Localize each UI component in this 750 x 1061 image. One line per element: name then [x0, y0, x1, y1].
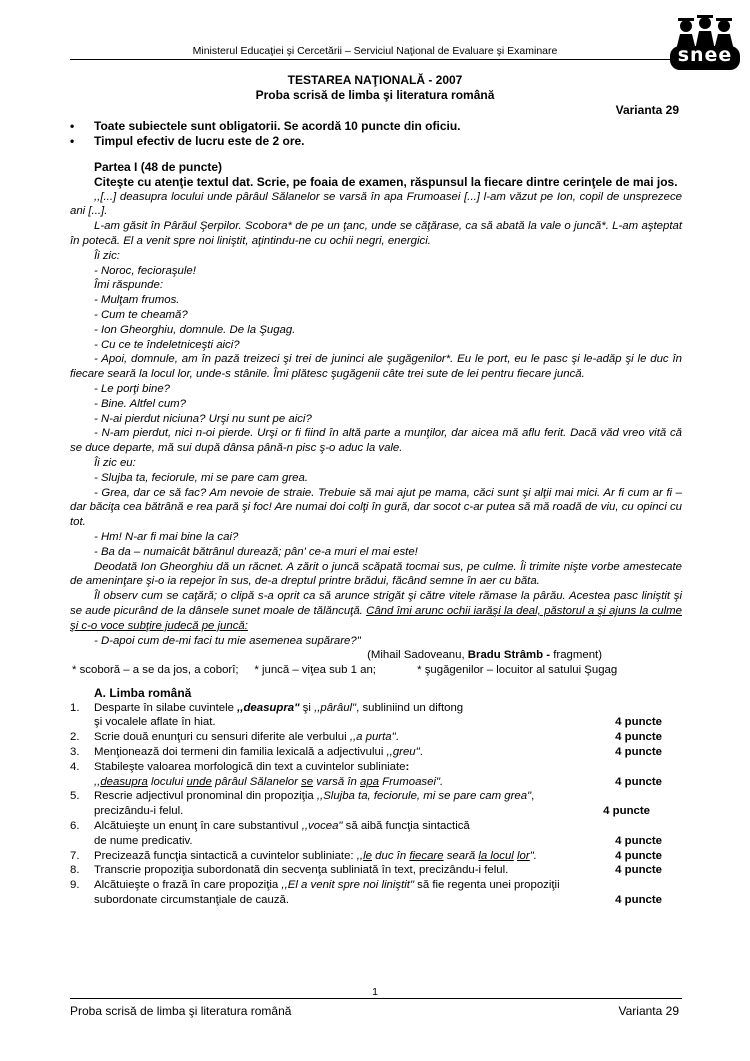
text-paragraph: - Apoi, domnule, am în pază treizeci şi trei de juninci ale şugăgenilor*. Eu le port, eu le pasc şi le-adăp şi le duc în fiecare seară la locul lor, unde-s stânile. Îmi plătesc şugăgenii câte trei sute de lei pentru fiecare juncă. — [70, 353, 682, 381]
text-line: Îi zic eu: — [94, 456, 136, 469]
text-paragraph: - Grea, dar ce să fac? Am nevoie de straie. Trebuie să mai ajut pe mama, căci sunt şi alţii mai mici. Ar fi cum ar fi – dar băciţa cea bătrână e rea pară şi foc! Are numai doi colţi în gură, dar socot c-ar putea să mă roadă de viu, cu opinci cu tot. — [70, 486, 682, 529]
points-label: 4 puncte — [603, 805, 650, 818]
glossary-item: * scoboră – a se da jos, a coborî; — [72, 664, 239, 677]
text-line: - Hm! N-ar fi mai bine la cai? — [94, 530, 239, 543]
question-item: 9. Alcătuieşte o frază în care propoziţia ,,El a venit spre noi liniştit" să fie regenta unei propoziţii subordonate circumstanţiale de cauză. 4 puncte — [70, 879, 662, 907]
exam-subtitle: Proba scrisă de limba şi literatura română — [255, 88, 495, 102]
question-item: 7. Precizează funcţia sintactică a cuvintelor subliniate: ,,le duc în fiecare seară la locul lor". 4 puncte — [70, 849, 662, 862]
footer-variant: Varianta 29 — [618, 1004, 679, 1018]
text-line: - Mulţam frumos. — [94, 294, 180, 307]
snee-logo — [668, 14, 742, 72]
literary-text — [70, 190, 682, 649]
text-line: - Cum te cheamă? — [94, 308, 188, 321]
text-line: - Ion Gheorghiu, domnule. De la Şugag. — [94, 323, 296, 336]
page-number: 1 — [372, 986, 378, 998]
text-paragraph: ,,[...] deasupra locului unde pârâul Sălanelor se varsă în apa Frumoasei [...] l-am văzut pe Ion, copil de unsprezece ani [...]. — [70, 190, 682, 218]
question-item: 4. Stabileşte valoarea morfologică din text a cuvintelor subliniate: ,,deasupra locului unde pârâul Sălanelor se varsă în apa Frumoasei". 4 puncte — [70, 760, 662, 788]
text-line: Îi zic: — [94, 249, 120, 262]
text-paragraph: Îl observ cum se caţără; o clipă s-a oprit ca să arunce strigăt şi către vitele rămase la pârău. Acestea pasc liniştit şi se aude picurând de la dânsele sunet moale de tălăncuţă. Când îmi arunc ochii iarăşi la deal, păstorul a şi ajuns la culme şi c-o voce subţire judecă pe juncă: — [70, 590, 682, 632]
text-line: - Ba da – numaicât bătrânul durează; pân' ce-a muri el mai este! — [94, 545, 418, 558]
question-list — [70, 701, 682, 908]
text-line: - Cu ce te îndeletniceşti aici? — [94, 338, 240, 351]
question-item: 8. Transcrie propoziţia subordonată din secvenţa subliniată în text, precizându-i felul. 4 puncte — [70, 864, 662, 877]
text-line: - D-apoi cum de-mi faci tu mie asemenea supărare?" — [94, 634, 361, 647]
text-line: - Noroc, fecioraşule! — [94, 264, 196, 277]
question-item: 6. Alcătuieşte un enunţ în care substantivul ,,vocea" să aibă funcţia sintactică de nume predicativ. 4 puncte — [70, 820, 662, 847]
text-paragraph: Deodată Ion Gheorghiu dă un răcnet. A zărit o juncă scăpată tocmai sus, pe culme. Îi trimite nişte vorbe amestecate de ameninţare şi-o ia repejor în sus, de-a dreptul printre brădui, făcând semne în aer cu băta. — [70, 560, 682, 588]
instruction: Citeşte cu atenţie textul dat. Scrie, pe foaia de examen, răspunsul la fiecare dintre cerinţele de mai jos. — [94, 174, 678, 189]
glossary-item: * juncă – viţea sub 1 an; — [254, 664, 376, 677]
text-line: - Slujba ta, feciorule, mi se pare cam grea. — [94, 471, 308, 484]
points-label: 4 puncte — [615, 894, 662, 907]
exam-title: TESTAREA NAŢIONALĂ - 2007 — [287, 73, 463, 87]
logo-text: snee — [677, 44, 733, 66]
bullet-icon: • — [70, 119, 75, 133]
exam-content — [70, 160, 682, 908]
section-heading: A. Limba română — [94, 685, 192, 700]
ministry-header: Ministerul Educaţiei şi Cercetării – Serviciul Naţional de Evaluare şi Examinare — [192, 45, 558, 57]
points-label: 4 puncte — [615, 716, 662, 729]
points-label: 4 puncte — [615, 864, 662, 877]
points-label: 4 puncte — [615, 746, 662, 759]
text-line: - Le porţi bine? — [94, 382, 170, 395]
question-item: 5. Rescrie adjectivul pronominal din propoziţia ,,Slujba ta, feciorule, mi se pare cam grea", precizându-i felul. 4 puncte — [70, 790, 650, 818]
footer-divider — [70, 998, 682, 999]
points-label: 4 puncte — [615, 775, 662, 788]
text-line: - N-ai pierdut niciuna? Urşi nu sunt pe aici? — [94, 412, 312, 425]
question-item: 2. Scrie două enunţuri cu sensuri diferite ale verbului ,,a purta". 4 puncte — [70, 731, 662, 744]
glossary-item: * şugăgenilor – locuitor al satului Şugag — [417, 664, 618, 677]
part-heading: Partea I (48 de puncte) — [94, 160, 223, 174]
header-divider — [70, 59, 682, 60]
points-label: 4 puncte — [615, 731, 662, 744]
text-paragraph: - N-am pierdut, nici n-oi pierde. Urşi or fi fiind în altă parte a munţilor, dar aicea mă aflu ferit. Dacă văd vreo vită că se duce departe, mă sui după dânsa până-n pisc ş-o aduc la vale. — [70, 427, 682, 455]
footer-exam-name: Proba scrisă de limba şi literatura română — [70, 1004, 292, 1018]
question-item: 1. Desparte în silabe cuvintele ,,deasupra" şi ,,pârâul", subliniind un diftong şi vocalele aflate în hiat. 4 puncte — [70, 701, 662, 729]
text-line: Îmi răspunde: — [94, 279, 164, 292]
bullet-icon: • — [70, 134, 75, 148]
variant-label: Varianta 29 — [615, 103, 679, 117]
text-paragraph: L-am găsit în Pârăul Şerpilor. Scobora* de pe un ţanc, unde se căţărase, ca să abată la vale o juncă*. L-am aşteptat în potecă. El a venit spre noi liniştit, aţintindu-ne cu ochii negri, energici. — [70, 220, 682, 247]
points-label: 4 puncte — [615, 834, 662, 847]
glossary — [72, 663, 682, 678]
points-label: 4 puncte — [615, 849, 662, 862]
underlined-sequence: Când îmi arunc ochii iarăşi la deal, păstorul a şi ajuns la culme şi c-o voce subţire judecă pe juncă: — [70, 604, 682, 632]
question-item: 3. Menţionează doi termeni din familia lexicală a adjectivului ,,greu". 4 puncte — [70, 746, 662, 759]
text-source: (Mihail Sadoveanu, Bradu Strâmb - fragment) — [367, 649, 602, 662]
text-line: - Bine. Altfel cum? — [94, 397, 187, 410]
